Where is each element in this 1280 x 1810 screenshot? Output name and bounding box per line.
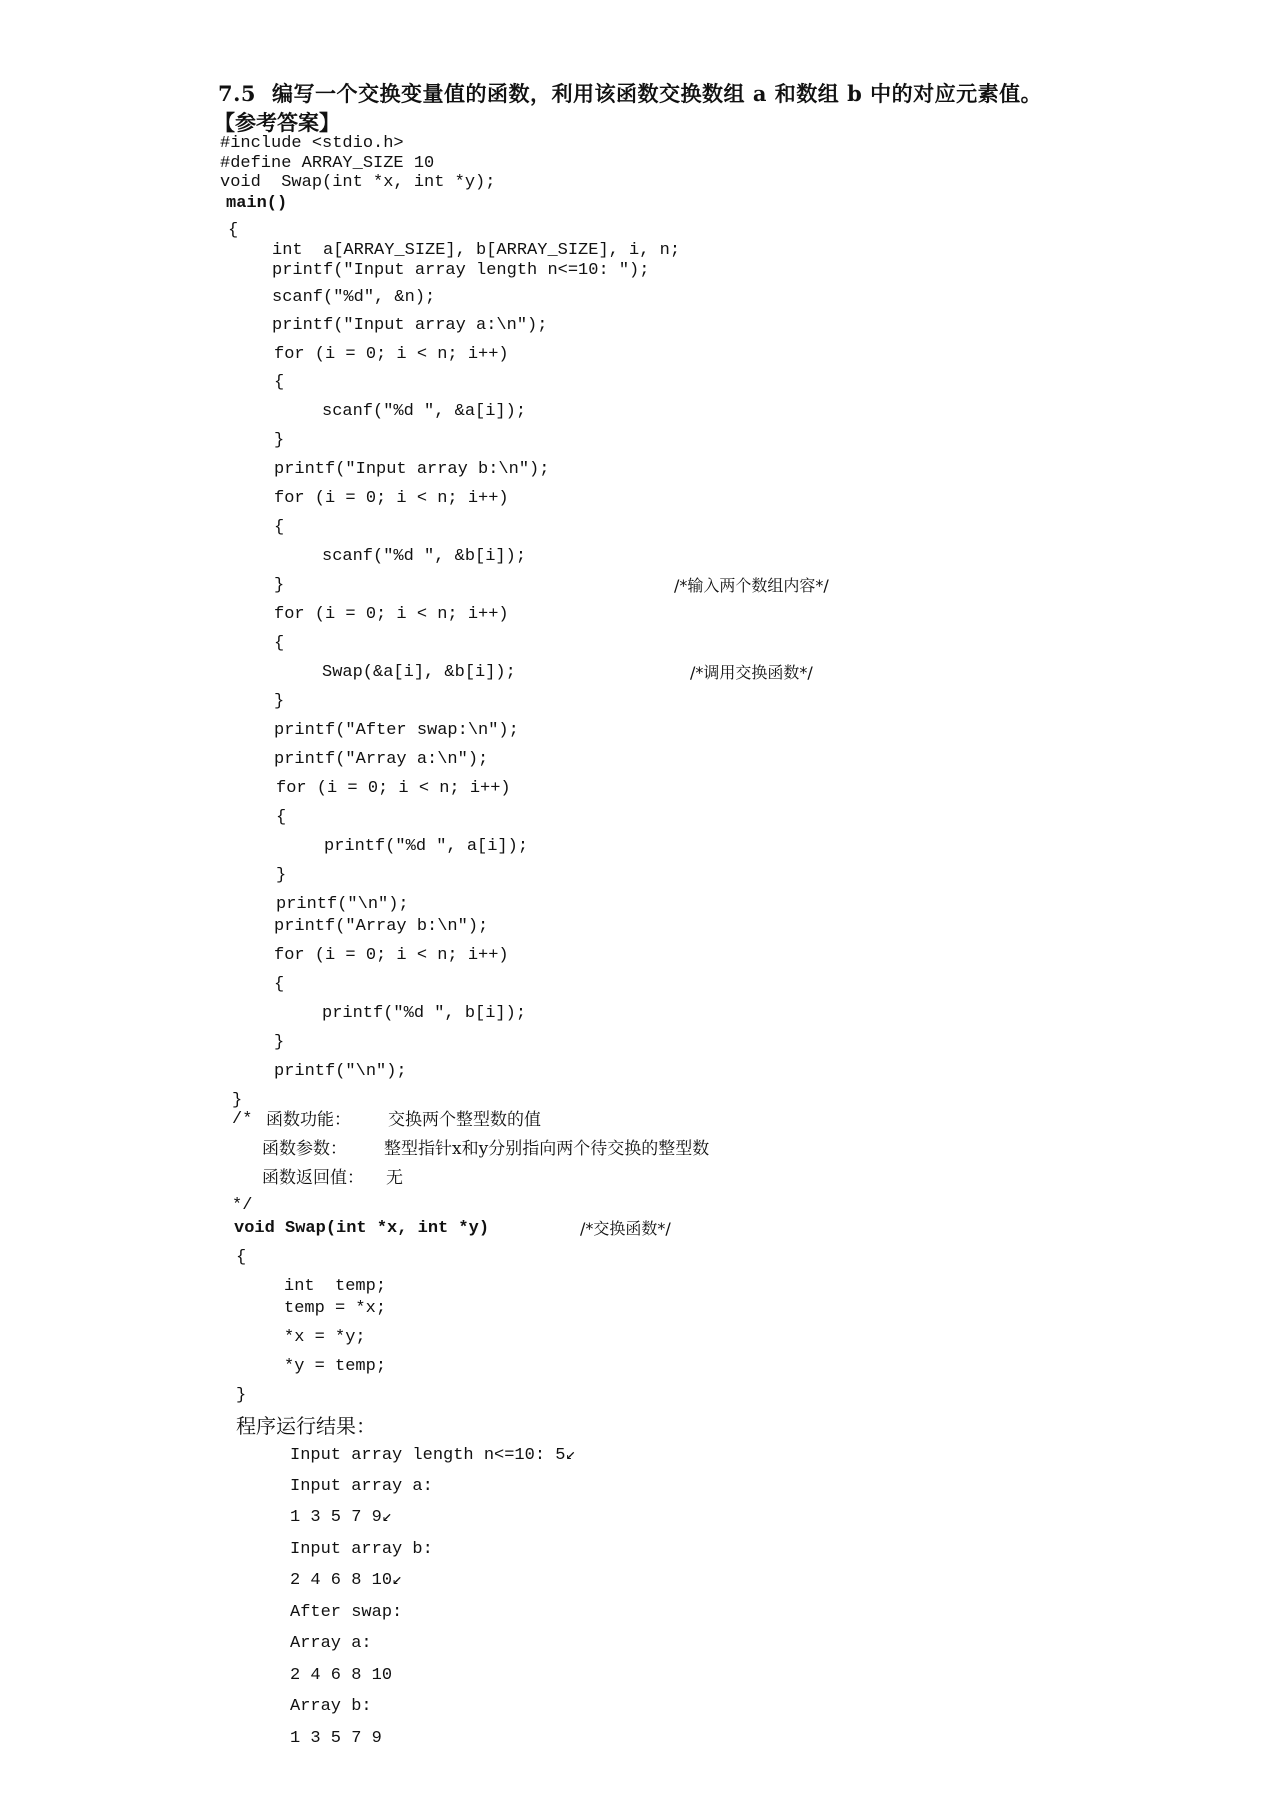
code-line: for (i = 0; i < n; i++) [274, 605, 509, 624]
code-line: for (i = 0; i < n; i++) [274, 946, 509, 965]
code-line: main() [226, 194, 288, 213]
doc-comment-open: /* [232, 1110, 253, 1129]
doc-return-label: 函数返回值： [262, 1168, 364, 1188]
doc-return-text: 无 [386, 1168, 403, 1188]
output-line: 2 4 6 8 10 [290, 1666, 393, 1685]
code-line: { [236, 1248, 247, 1267]
code-line: } [274, 692, 285, 711]
exercise-heading [218, 78, 1042, 108]
code-line: void Swap(int *x, int *y); [220, 173, 496, 192]
result-title: 程序运行结果： [236, 1414, 376, 1438]
code-line: printf("Array a:\n"); [274, 750, 489, 769]
code-line: #include <stdio.h> [220, 134, 404, 153]
code-comment: /*交换函数*/ [580, 1219, 671, 1238]
output-line: 1 3 5 7 9 [290, 1729, 382, 1748]
code-line: *y = temp; [284, 1357, 387, 1376]
code-line: } [274, 1033, 285, 1052]
code-line: printf("Input array a:\n"); [272, 316, 548, 335]
code-line: *x = *y; [284, 1328, 366, 1347]
doc-function-label: 函数功能： [266, 1110, 351, 1130]
code-line: for (i = 0; i < n; i++) [276, 779, 511, 798]
doc-function-text: 交换两个整型数的值 [388, 1110, 541, 1130]
code-line: printf("After swap:\n"); [274, 721, 519, 740]
code-line: printf("Input array length n<=10: "); [272, 261, 650, 280]
code-line: Swap(&a[i], &b[i]); [322, 663, 516, 682]
code-line: { [274, 975, 285, 994]
output-line: Array b: [290, 1697, 372, 1716]
doc-params-text: 整型指针x和y分别指向两个待交换的整型数 [384, 1139, 710, 1159]
code-line: scanf("%d ", &b[i]); [322, 547, 527, 566]
code-comment: /*输入两个数组内容*/ [674, 576, 829, 595]
code-line: void Swap(int *x, int *y) [234, 1219, 490, 1238]
doc-comment-close: */ [232, 1196, 253, 1215]
output-line: After swap: [290, 1603, 403, 1622]
code-line: } [232, 1091, 243, 1110]
code-line: } [236, 1386, 247, 1405]
exercise-text: 编写一个交换变量值的函数，利用该函数交换数组 a 和数组 b 中的对应元素值。 [272, 81, 1043, 106]
output-line: Input array a: [290, 1477, 433, 1496]
code-line: printf("Input array b:\n"); [274, 460, 550, 479]
code-line: { [274, 634, 285, 653]
output-line: 2 4 6 8 10↙ [290, 1571, 403, 1590]
code-line: { [228, 221, 239, 240]
code-line: temp = *x; [284, 1299, 387, 1318]
code-line: } [274, 431, 285, 450]
code-line: printf("Array b:\n"); [274, 917, 489, 936]
code-comment: /*调用交换函数*/ [690, 663, 813, 682]
code-line: printf("\n"); [274, 1062, 407, 1081]
code-line: { [276, 808, 287, 827]
code-line: #define ARRAY_SIZE 10 [220, 154, 435, 173]
code-line: scanf("%d", &n); [272, 288, 436, 307]
code-line: for (i = 0; i < n; i++) [274, 345, 509, 364]
code-line: scanf("%d ", &a[i]); [322, 402, 527, 421]
code-line: printf("%d ", b[i]); [322, 1004, 527, 1023]
output-line: Input array b: [290, 1540, 433, 1559]
output-line: Array a: [290, 1634, 372, 1653]
code-line: int a[ARRAY_SIZE], b[ARRAY_SIZE], i, n; [272, 241, 681, 260]
code-line: } [274, 576, 285, 595]
code-line: printf("%d ", a[i]); [324, 837, 529, 856]
output-line: Input array length n<=10: 5↙ [290, 1446, 576, 1465]
code-line: } [276, 866, 287, 885]
code-line: { [274, 373, 285, 392]
code-line: printf("\n"); [276, 895, 409, 914]
code-line: for (i = 0; i < n; i++) [274, 489, 509, 508]
exercise-number: 7.5 [218, 81, 257, 106]
code-line: { [274, 518, 285, 537]
doc-params-label: 函数参数： [262, 1139, 347, 1159]
output-line: 1 3 5 7 9↙ [290, 1508, 393, 1527]
code-line: int temp; [284, 1277, 387, 1296]
answer-label: 【参考答案】 [214, 110, 340, 135]
